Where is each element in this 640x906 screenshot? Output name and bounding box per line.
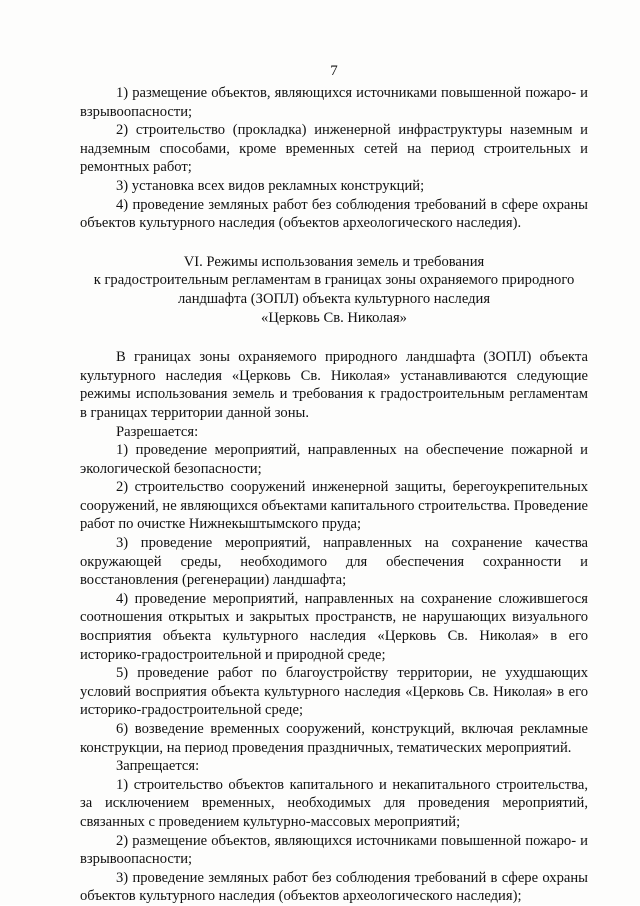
list-item: 3) установка всех видов рекламных конструкций; — [116, 177, 425, 194]
prohibited-label: Запрещается: — [116, 758, 200, 775]
list-item: 5) проведение работ по благоустройству территории, не ухудшающих условий восприятия объекта культурного наследия «Церковь Св. Николая» в его историко-градостроительной среде; — [80, 665, 588, 719]
allowed-label: Разрешается: — [116, 423, 199, 440]
top-list — [80, 84, 588, 233]
list-item: 1) строительство объектов капитального и некапитального строительства, за исключением временных, необходимых для проведения мероприятий, связанных с проведением культурно-массовых мероприятий; — [80, 776, 588, 830]
page-number: 7 — [330, 63, 338, 79]
section-heading-line: к градостроительным регламентам в границах зоны охраняемого природного — [93, 272, 575, 289]
list-item: 2) размещение объектов, являющихся источниками повышенной пожаро- и взрывоопасности; — [80, 832, 588, 868]
list-item: 2) строительство сооружений инженерной защиты, берегоукрепительных сооружений, не являющихся объектами капитального строительства. Проведение работ по очистке Нижнекыштымского пруда; — [80, 479, 588, 533]
section-heading-line: ландшафта (ЗОПЛ) объекта культурного наследия — [177, 290, 491, 307]
allowed-list — [80, 441, 588, 757]
list-item: 4) проведение земляных работ без соблюдения требований в сфере охраны объектов культурного наследия (объектов археологического наследия). — [80, 196, 588, 232]
list-item: 6) возведение временных сооружений, конструкций, включая рекламные конструкции, на период проведения праздничных, тематических мероприятий. — [80, 721, 588, 756]
list-item: 1) проведение мероприятий, направленных на обеспечение пожарной и экологической безопасности; — [80, 442, 588, 477]
prohibited-list — [80, 776, 588, 906]
section-heading-line: «Церковь Св. Николая» — [261, 309, 407, 326]
section-heading-line: VI. Режимы использования земель и требования — [183, 253, 485, 270]
list-item: 4) проведение мероприятий, направленных на сохранение сложившегося соотношения открытых и закрытых пространств, не нарушающих визуального восприятия объекта культурного наследия «Церковь Св. Николая» в его историко-градостроительной и природной среде; — [80, 590, 588, 663]
list-item: 3) проведение мероприятий, направленных на сохранение качества окружающей среды, необходимого для обеспечения сохранности и восстановления (регенерации) ландшафта; — [80, 535, 588, 589]
list-item: 2) строительство (прокладка) инженерной инфраструктуры наземным и надземным способами, кроме временных сетей на период строительных и ремонтных работ; — [80, 122, 588, 176]
section-heading — [80, 253, 588, 327]
list-item: 1) размещение объектов, являющихся источниками повышенной пожаро- и взрывоопасности; — [80, 85, 588, 120]
list-item: 3) проведение земляных работ без соблюдения требований в сфере охраны объектов культурного наследия (объектов археологического наследия); — [80, 869, 588, 905]
intro-paragraph: В границах зоны охраняемого природного ландшафта (ЗОПЛ) объекта культурного наследия «Церковь Св. Николая» устанавливаются следующие режимы использования земель и требования к градостроительным регламентам в границах территории данной зоны. — [80, 349, 588, 421]
